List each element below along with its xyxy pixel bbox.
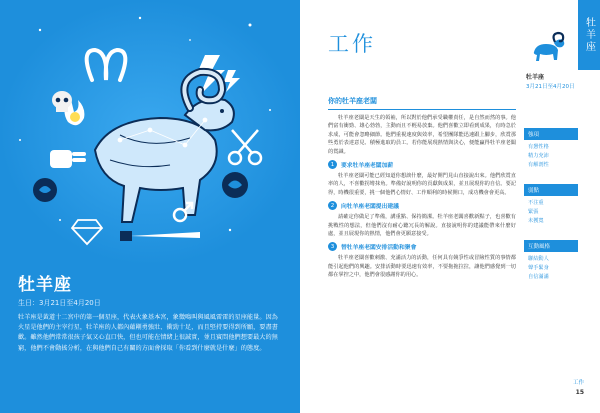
traits-group-heading: 互動風格 bbox=[524, 240, 578, 252]
page-number: 15 bbox=[575, 389, 584, 396]
trait-item: 不注重 bbox=[528, 200, 544, 206]
traits-group bbox=[524, 128, 578, 170]
subsection-text: 牡羊座老闆可能已經知道你想談什麼，最好開門見山直接說出來。他們欣賞直率的人，不喜歡拐彎抹角。準備好說明你的貢獻與成果，並且展現你的自信。要記得，時機很重要，挑一個他們心情好、工作順利的時候開口，成功機會會更高。 bbox=[328, 173, 516, 196]
right-page bbox=[300, 0, 600, 413]
birth-date-line: 生日：3月21日至4月20日 bbox=[18, 299, 101, 307]
subsection-header bbox=[328, 201, 516, 210]
subsection-title: 向牡羊座老闆提出建議 bbox=[341, 204, 399, 211]
subsection-text: 請確定你做足了準備，講重點、保持簡潔。牡羊座老闆喜歡新點子，也喜歡有挑戰性的想法，但他們沒有耐心聽冗長的解說。直接說明你的建議能帶來什麼好處，並且展現你的熱情，他們會更願意接受。 bbox=[328, 214, 516, 238]
trait-item: 精力充沛 bbox=[528, 153, 549, 159]
traits-group-heading: 弱點 bbox=[524, 184, 578, 196]
sign-intro-text: 牡羊座是黃道十二宮中的第一個星座，代表火象基本宮，象徵鳴叫與風風雷雷的星座能量。因為火星是他們的主宰行星，牡羊座的人都內蘊剛勇強壯、衝勁十足，而且堅持要得到所願，要盡書歡。雖然他們常常很孩子氣又心直口快，但也可能在情緒上很誠實，並且賓問他們想要最大的無窮，他們不會動搖分析，在與他們自己有關的方面會採取「你看到什麼就是什麼」的態度。 bbox=[18, 314, 278, 352]
subsection-text: 牡羊座老闆喜歡刺激、充滿活力的活動，任何具有競爭性或冒險性質的事情都能引起他們的興趣。安排活動時要迅速有效率，不要拖拖拉拉，讓他們感覺到一切都在掌控之中，他們會很感謝你的用心。 bbox=[328, 255, 516, 279]
section-heading: 你的牡羊座老闆 bbox=[328, 96, 516, 110]
trait-item: 未獲寬 bbox=[528, 218, 544, 224]
trait-item: 聲手緊身 bbox=[528, 265, 549, 271]
main-column bbox=[328, 96, 516, 283]
trait-item: 有解剖性 bbox=[528, 162, 549, 168]
traits-group bbox=[524, 184, 578, 226]
subsection-header bbox=[328, 242, 516, 251]
subsection-number: 1 bbox=[328, 160, 337, 169]
intro-paragraph: 牡羊座老闆是天生的領袖，所以對於他們承受職權責任，是自然而然的事。他們富有衝勁、雄心勃勃，主動而且不輕易放棄。他們喜歡立即看到成果，有時急於求成，可能會忽略細節。他們重視速度與效率，希望團隊能迅速跟上腳步，欣賞那些勇於表達意見、積極進取的員工。若你能展現熱情與決心，便能贏得牡羊座老闆的賞識。 bbox=[328, 115, 516, 155]
trait-item: 有懇性格 bbox=[528, 144, 549, 150]
subsection-number: 2 bbox=[328, 201, 337, 210]
footer-section-label: 工作 bbox=[572, 380, 584, 386]
subsection-header bbox=[328, 160, 516, 169]
trait-item: 聯結動人 bbox=[528, 256, 549, 262]
subsection-title: 替牡羊座老闆安排活動和聚會 bbox=[341, 245, 417, 252]
ram-icon bbox=[528, 28, 568, 68]
sign-date-label: 3月21日至4月20日 bbox=[526, 84, 575, 90]
left-page-title: 牡羊座 bbox=[18, 275, 72, 295]
subsection-title: 要求牡羊座老闆加薪 bbox=[341, 163, 394, 170]
traits-group bbox=[524, 240, 578, 282]
traits-sidebar bbox=[524, 128, 578, 296]
trait-item: 自信滿滿 bbox=[528, 274, 549, 280]
subsection-number: 3 bbox=[328, 242, 337, 251]
page-title: 工作 bbox=[328, 32, 376, 56]
sign-name-label: 牡羊座 bbox=[526, 74, 545, 81]
traits-group-heading: 強項 bbox=[524, 128, 578, 140]
trait-item: 緊張 bbox=[528, 209, 539, 215]
sign-side-tab: 牡羊座 bbox=[578, 0, 600, 70]
ram-illustration bbox=[0, 0, 300, 265]
